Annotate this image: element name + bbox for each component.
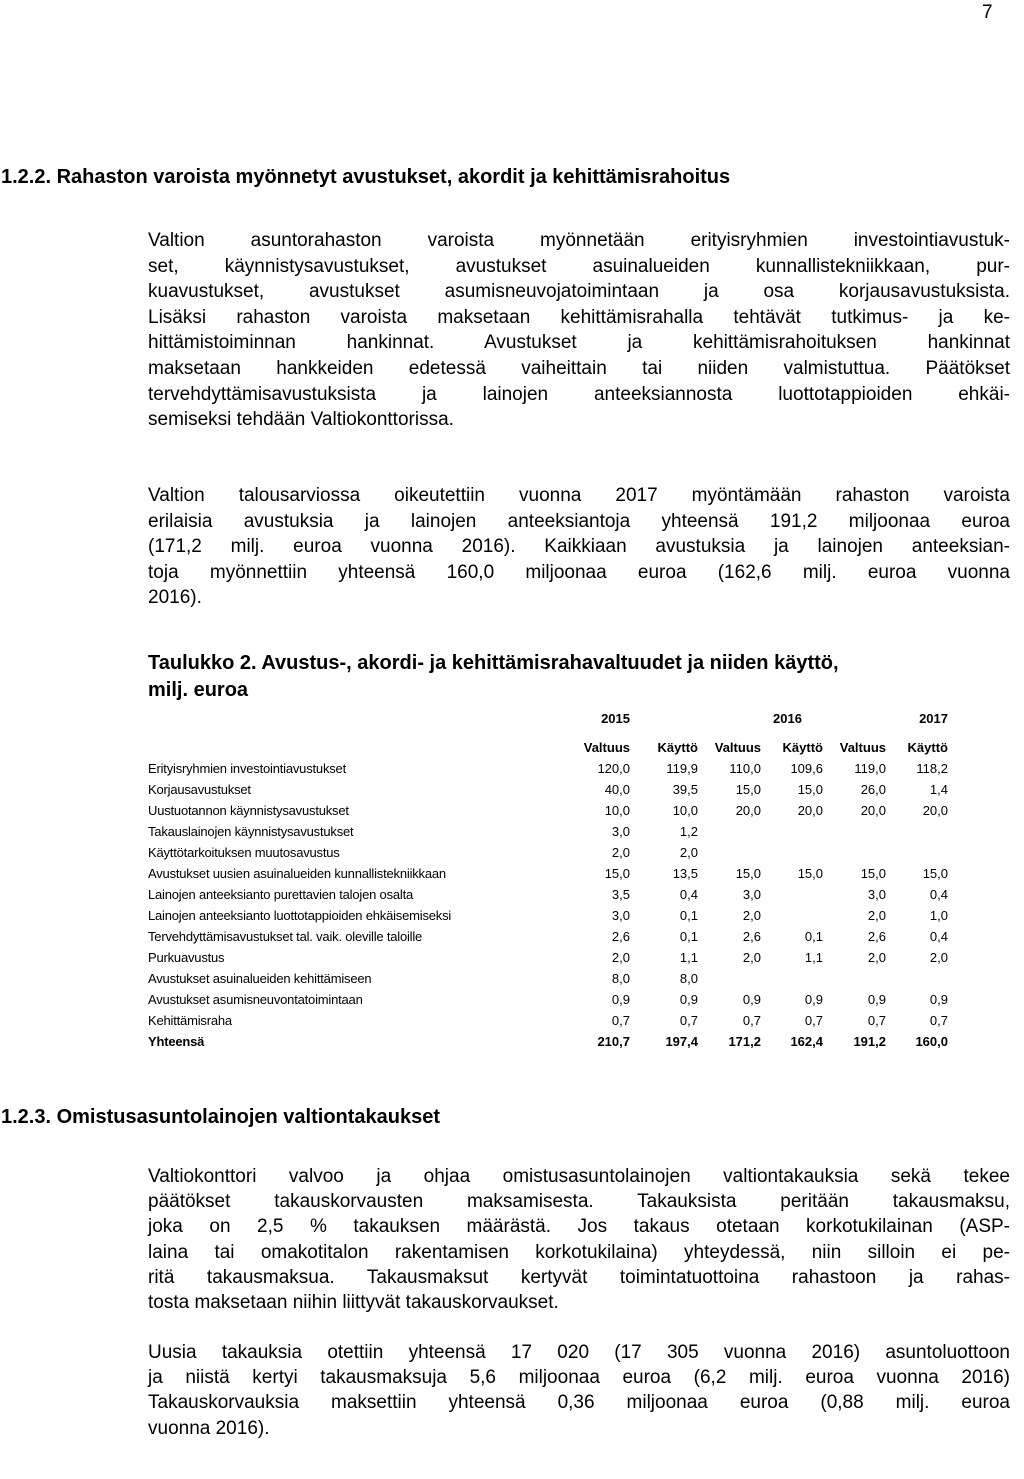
table-cell: 0,1	[804, 929, 823, 944]
total-cell: 191,2	[853, 1034, 886, 1049]
table-cell: 20,0	[922, 803, 948, 818]
header-spacer	[823, 708, 886, 729]
table-cell: 2,6	[742, 929, 761, 944]
table-cell: 3,0	[867, 887, 886, 902]
table-row-label: Avustukset uusien asuinalueiden kunnallistekniikkaan	[148, 866, 446, 881]
caption-line: Taulukko 2. Avustus-, akordi- ja kehittämisrahavaltuudet ja niiden käyttö,	[148, 652, 839, 674]
text-line: kuavustukset, avustukset asumisneuvojatoimintaan ja osa korjausavustuksista.	[148, 281, 1010, 303]
table-cell: 20,0	[735, 803, 761, 818]
total-row-label: Yhteensä	[148, 1034, 205, 1049]
table-cell: 13,5	[672, 866, 698, 881]
header-gap	[562, 729, 630, 737]
table-cell: 119,0	[854, 761, 886, 776]
table-cell: 0,7	[929, 1013, 948, 1028]
table-cell: 15,0	[604, 866, 630, 881]
table-cell: 0,9	[867, 992, 886, 1007]
header-spacer	[148, 708, 562, 729]
table-cell: 0,4	[929, 929, 948, 944]
table-row-label: Kehittämisraha	[148, 1013, 232, 1028]
table-cell: 0,9	[929, 992, 948, 1007]
table-cell	[823, 968, 886, 989]
text-line: ritä takausmaksua. Takausmaksut kertyvät toimintatuottoina rahastoon ja rahas-	[148, 1266, 1010, 1288]
table-cell: 0,4	[679, 887, 698, 902]
table-cell: 0,7	[804, 1013, 823, 1028]
total-cell: 197,4	[665, 1034, 698, 1049]
table-cell: 0,9	[611, 992, 630, 1007]
paragraph-budget-2017	[148, 483, 1010, 611]
table-cell	[886, 842, 948, 863]
table-cell: 109,6	[790, 761, 823, 776]
paragraph-guarantees-intro	[148, 1164, 1010, 1315]
header-spacer	[630, 708, 698, 729]
header-spacer	[148, 737, 562, 758]
text-line: Lisäksi rahaston varoista maksetaan kehittämisrahalla tehtävät tutkimus- ja ke-	[148, 306, 1010, 328]
table-cell: 1,0	[929, 908, 948, 923]
text-line: hittämistoiminnan hankinnat. Avustukset ja kehittämisrahoituksen hankinnat	[148, 332, 1010, 354]
table-cell: 2,0	[867, 908, 886, 923]
table-row-label: Avustukset asumisneuvontatoimintaan	[148, 992, 363, 1007]
table-cell: 118,2	[916, 761, 948, 776]
text-line: tosta maksetaan niihin liittyvät takauskorvaukset.	[148, 1292, 559, 1314]
table-cell: 1,2	[679, 824, 698, 839]
text-line: laina tai omakotitalon rakentamisen korkotukilaina) yhteydessä, niin silloin ei pe-	[148, 1241, 1010, 1263]
table-cell: 2,0	[611, 950, 630, 965]
column-header-kaytto-2015: Käyttö	[657, 740, 698, 755]
header-gap	[761, 729, 823, 737]
text-line: vuonna 2016).	[148, 1417, 270, 1439]
paragraph-guarantees-2017	[148, 1340, 1010, 1441]
text-line: Valtiokonttori valvoo ja ohjaa omistusasuntolainojen valtiontakauksia sekä tekee	[148, 1166, 1010, 1187]
table-cell: 8,0	[611, 971, 630, 986]
total-cell: 171,2	[728, 1034, 761, 1049]
table-cell: 0,9	[742, 992, 761, 1007]
grants-table	[148, 708, 948, 1052]
text-line: päätökset takauskorvausten maksamisesta. Takauksista peritään takausmaksu,	[148, 1191, 1010, 1213]
header-gap	[886, 729, 948, 737]
table-row-label: Uustuotannon käynnistysavustukset	[148, 803, 349, 818]
text-line: Uusia takauksia otettiin yhteensä 17 020 (17 305 vuonna 2016) asuntoluottoon	[148, 1342, 1010, 1363]
table-cell: 2,6	[867, 929, 886, 944]
text-line: (171,2 milj. euroa vuonna 2016). Kaikkiaan avustuksia ja lainojen anteeksian-	[148, 536, 1010, 558]
table-cell: 39,5	[672, 782, 698, 797]
table-cell: 8,0	[679, 971, 698, 986]
year-header-2015: 2015	[601, 711, 630, 726]
table-row-label: Erityisryhmien investointiavustukset	[148, 761, 346, 776]
table-row-label: Lainojen anteeksianto luottotappioiden ehkäisemiseksi	[148, 908, 452, 923]
table-cell: 15,0	[797, 866, 823, 881]
table-cell: 20,0	[860, 803, 886, 818]
table-cell: 2,0	[679, 845, 698, 860]
section-heading-1-2-3: 1.2.3. Omistusasuntolainojen valtiontakaukset	[1, 1106, 441, 1128]
table-cell	[698, 968, 761, 989]
table-cell: 2,0	[929, 950, 948, 965]
table-cell: 0,4	[929, 887, 948, 902]
table-cell: 119,9	[666, 761, 698, 776]
text-line: semiseksi tehdään Valtiokonttorissa.	[148, 409, 454, 431]
table-cell: 15,0	[735, 782, 761, 797]
table-cell	[761, 968, 823, 989]
table-cell: 2,0	[611, 845, 630, 860]
table-cell: 15,0	[797, 782, 823, 797]
text-line: maksetaan hankkeiden edetessä vaiheittain tai niiden valmistuttua. Päätökset	[148, 357, 1010, 379]
table-cell: 0,7	[679, 1013, 698, 1028]
table-cell: 15,0	[922, 866, 948, 881]
header-spacer	[698, 708, 761, 729]
table-row-label: Lainojen anteeksianto purettavien talojen osalta	[148, 887, 414, 902]
column-header-valtuus-2017: Valtuus	[839, 740, 886, 755]
text-line: set, käynnistysavustukset, avustukset asuinalueiden kunnallistekniikkaan, pur-	[148, 255, 1010, 277]
text-line: joka on 2,5 % takauksen määrästä. Jos takaus otetaan korkotukilainan (ASP-	[148, 1216, 1010, 1238]
table-row-label: Korjausavustukset	[148, 782, 251, 797]
table-cell: 0,7	[742, 1013, 761, 1028]
section-heading-1-2-2: 1.2.2. Rahaston varoista myönnetyt avustukset, akordit ja kehittämisrahoitus	[1, 166, 731, 188]
column-header-kaytto-2017: Käyttö	[907, 740, 948, 755]
header-gap	[698, 729, 761, 737]
table-row-label: Avustukset asuinalueiden kehittämiseen	[148, 971, 372, 986]
text-line: toja myönnettiin yhteensä 160,0 miljoonaa euroa (162,6 milj. euroa vuonna	[148, 561, 1010, 583]
table-cell: 10,0	[672, 803, 698, 818]
header-gap	[630, 729, 698, 737]
table-cell: 0,1	[679, 929, 698, 944]
table-cell: 20,0	[797, 803, 823, 818]
table-cell: 2,0	[742, 908, 761, 923]
table-cell: 120,0	[597, 761, 630, 776]
year-header-2017: 2017	[919, 711, 948, 726]
table-cell: 3,0	[611, 908, 630, 923]
header-gap	[148, 729, 562, 737]
table-row-label: Tervehdyttämisavustukset tal. vaik. oleville taloille	[148, 929, 423, 944]
table-cell: 15,0	[735, 866, 761, 881]
table-cell	[823, 842, 886, 863]
table-cell: 0,7	[611, 1013, 630, 1028]
table-cell: 10,0	[604, 803, 630, 818]
table-cell: 26,0	[860, 782, 886, 797]
page-number: 7	[982, 2, 993, 23]
column-header-valtuus-2015: Valtuus	[583, 740, 630, 755]
table-row-label: Takauslainojen käynnistysavustukset	[148, 824, 354, 839]
table-cell: 2,6	[611, 929, 630, 944]
table-cell: 40,0	[604, 782, 630, 797]
caption-line: milj. euroa	[148, 679, 249, 701]
table-cell: 110,0	[729, 761, 761, 776]
header-gap	[823, 729, 886, 737]
paragraph-grants-intro	[148, 228, 1010, 433]
table-caption	[148, 650, 839, 704]
table-cell: 0,9	[679, 992, 698, 1007]
total-cell: 162,4	[790, 1034, 823, 1049]
table-cell	[761, 905, 823, 926]
table-cell: 1,1	[804, 950, 823, 965]
table-row-label: Purkuavustus	[148, 950, 225, 965]
table-row-label: Käyttötarkoituksen muutosavustus	[148, 845, 340, 860]
table-cell: 2,0	[867, 950, 886, 965]
table-cell: 0,7	[867, 1013, 886, 1028]
table-cell	[886, 821, 948, 842]
text-line: Takauskorvauksia maksettiin yhteensä 0,36 miljoonaa euroa (0,88 milj. euroa	[148, 1392, 1010, 1414]
total-cell: 210,7	[597, 1034, 630, 1049]
table-cell	[823, 821, 886, 842]
table-cell: 0,1	[679, 908, 698, 923]
table-cell: 3,0	[742, 887, 761, 902]
table-cell	[761, 842, 823, 863]
table-cell: 3,0	[611, 824, 630, 839]
table-cell	[761, 821, 823, 842]
table-cell	[886, 968, 948, 989]
table-cell	[761, 884, 823, 905]
table-cell: 1,1	[679, 950, 698, 965]
text-line: erilaisia avustuksia ja lainojen anteeksiantoja yhteensä 191,2 miljoonaa euroa	[148, 510, 1010, 532]
text-line: tervehdyttämisavustuksista ja lainojen anteeksiannosta luottotappioiden ehkäi-	[148, 383, 1010, 405]
column-header-kaytto-2016: Käyttö	[782, 740, 823, 755]
text-line: ja niistä kertyi takausmaksuja 5,6 miljoonaa euroa (6,2 milj. euroa vuonna 2016)	[148, 1367, 1010, 1389]
table-cell	[698, 821, 761, 842]
text-line: Valtion asuntorahaston varoista myönnetään erityisryhmien investointiavustuk-	[148, 230, 1010, 251]
table-cell: 15,0	[860, 866, 886, 881]
table-cell: 1,4	[929, 782, 948, 797]
total-cell: 160,0	[915, 1034, 948, 1049]
text-line: 2016).	[148, 587, 202, 609]
year-header-2016: 2016	[773, 711, 802, 726]
column-header-valtuus-2016: Valtuus	[714, 740, 761, 755]
table-cell: 0,9	[804, 992, 823, 1007]
table-cell: 3,5	[611, 887, 630, 902]
table-cell	[698, 842, 761, 863]
table-cell: 2,0	[742, 950, 761, 965]
text-line: Valtion talousarviossa oikeutettiin vuonna 2017 myöntämään rahaston varoista	[148, 485, 1010, 506]
